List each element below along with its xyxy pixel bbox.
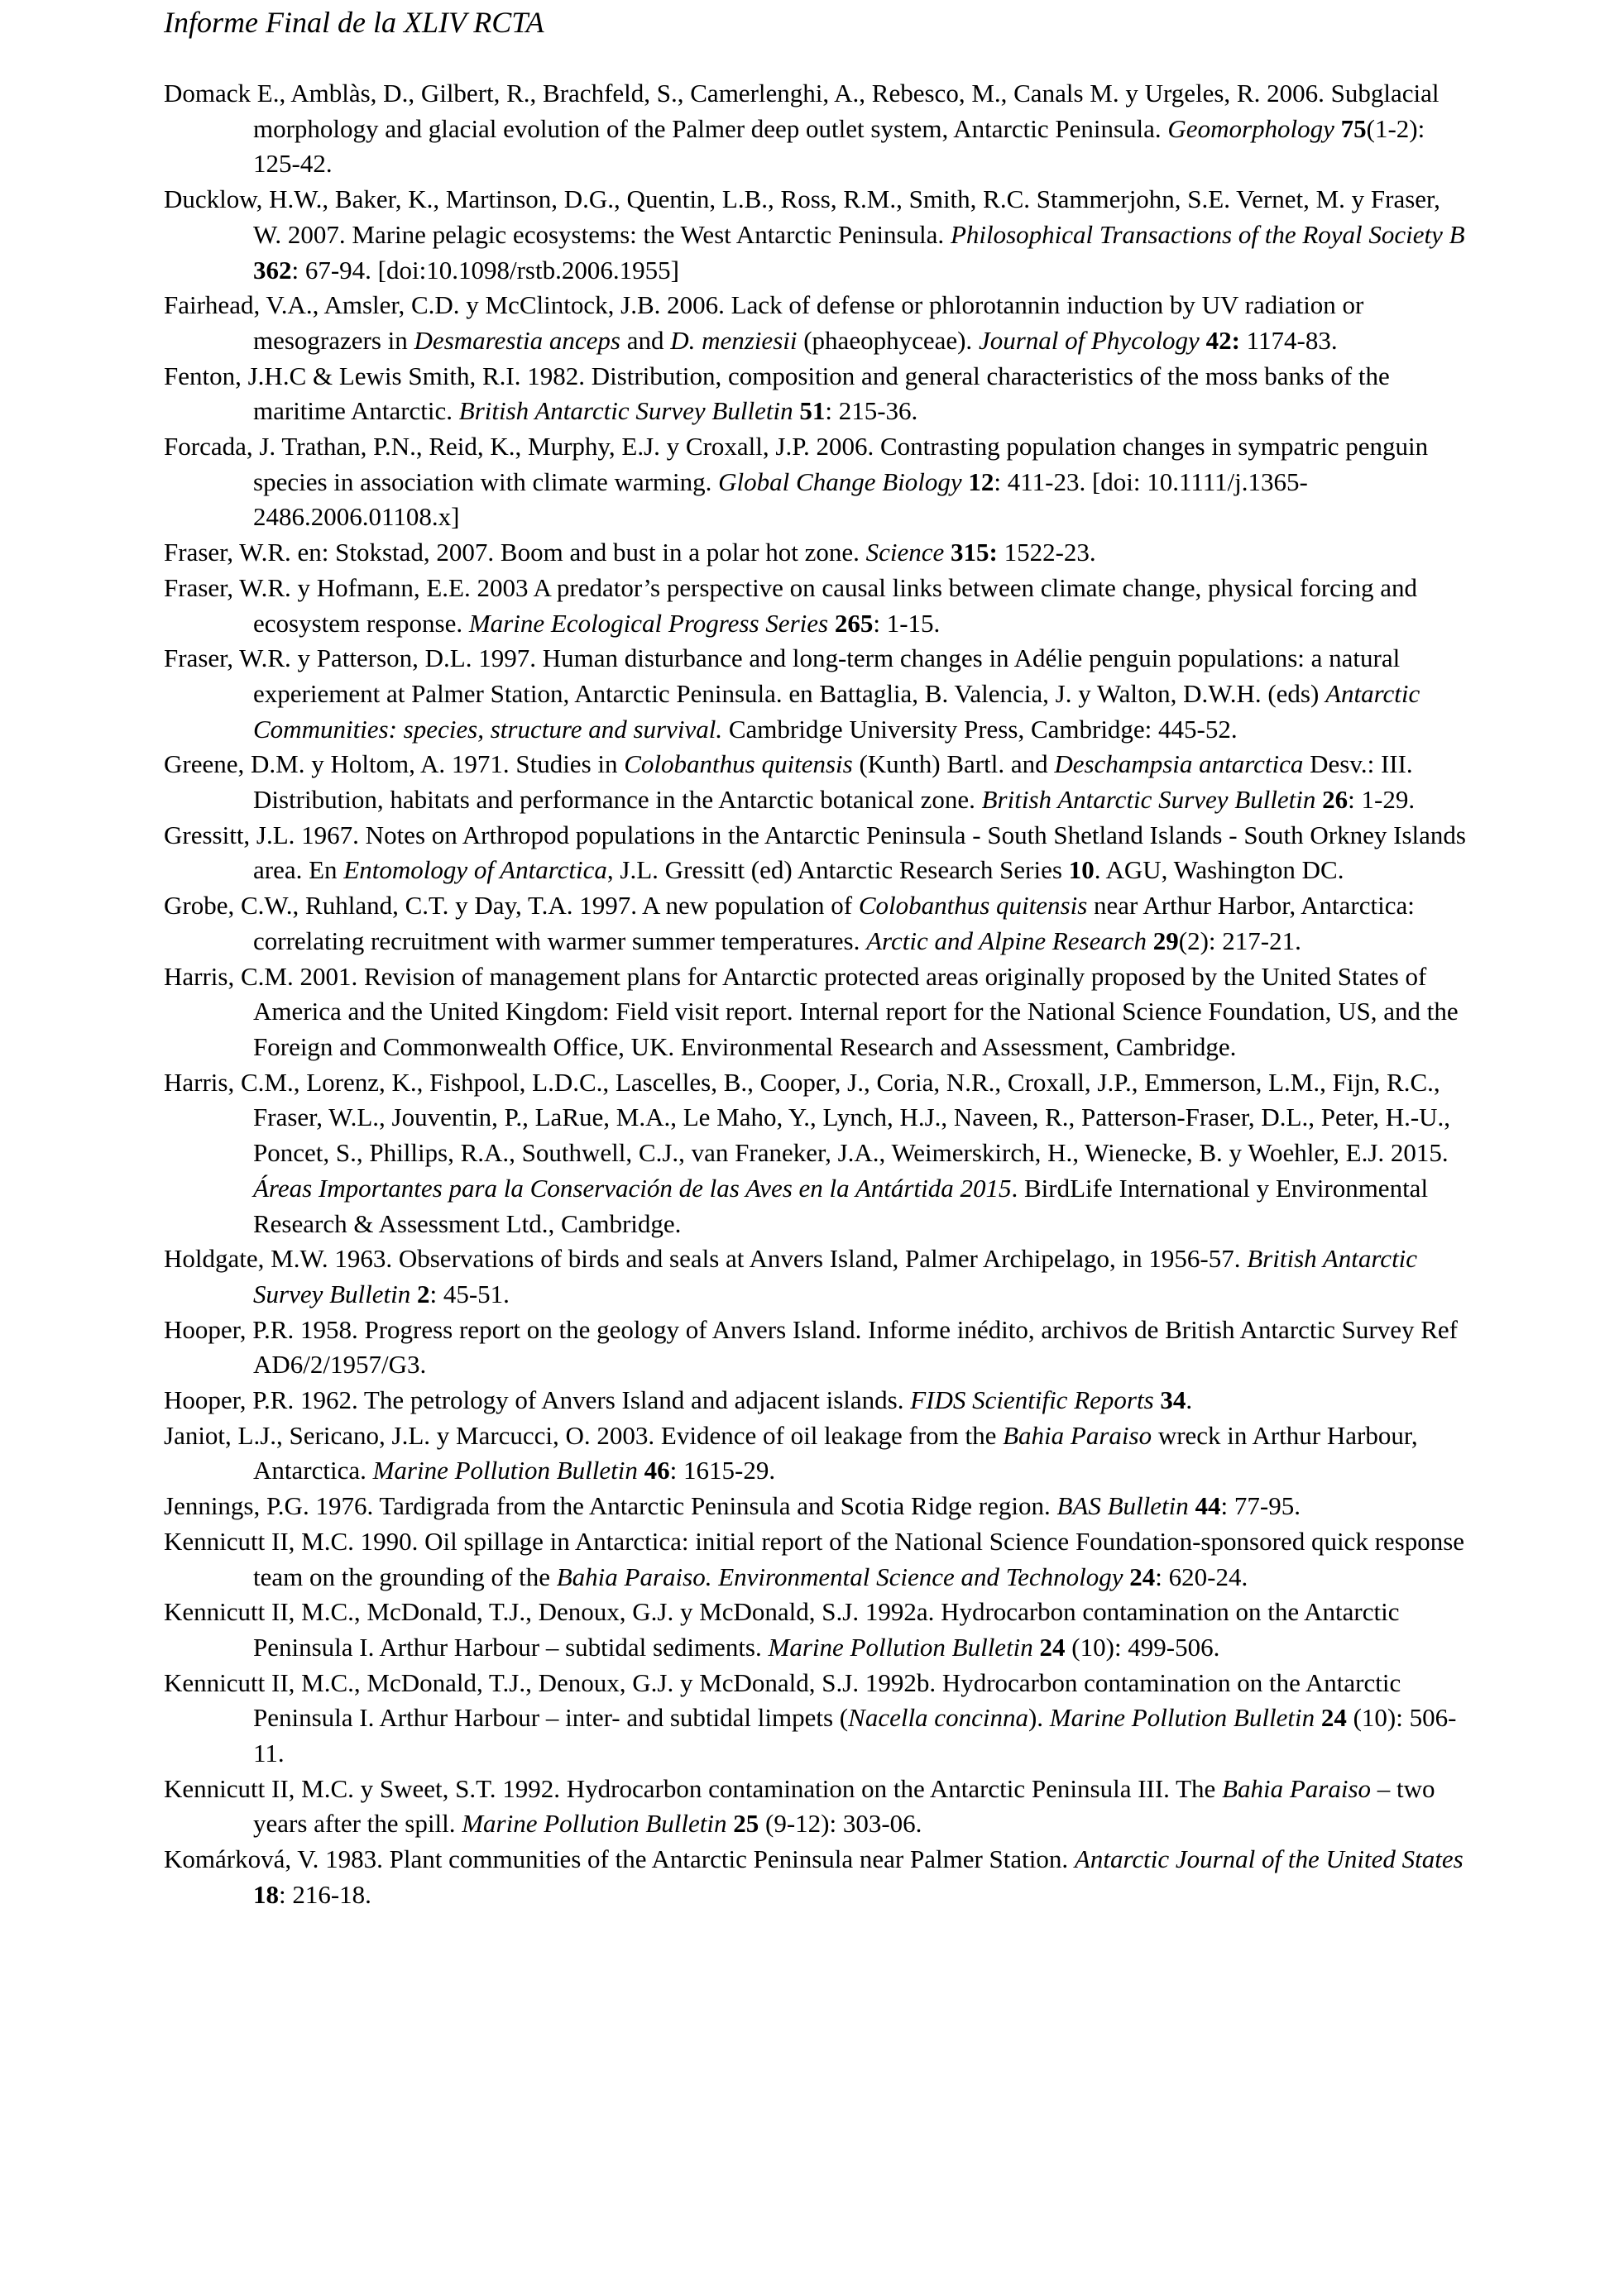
reference-text: : 215-36.: [825, 396, 918, 426]
reference-italic-text: Marine Pollution Bulletin: [768, 1632, 1033, 1662]
reference-text: . AGU, Washington DC.: [1094, 855, 1344, 885]
reference-text: (10): 506-11.: [253, 1703, 1457, 1768]
reference-list: [164, 76, 1467, 1913]
reference-text: Forcada, J. Trathan, P.N., Reid, K., Murphy, E.J. y Croxall, J.P. 2006. Contrasting population changes in sympatric penguin species in association with climate warming.: [164, 432, 1429, 496]
reference-text: ).: [1028, 1703, 1050, 1733]
reference-text: : 411-23. [doi: 10.1111/j.1365-2486.2006.01108.x]: [253, 466, 1308, 532]
reference-entry: [164, 429, 1467, 535]
reference-entry: [164, 888, 1467, 959]
reference-italic-text: Marine Pollution Bulletin: [462, 1809, 727, 1839]
reference-text: (phaeophyceae).: [797, 325, 979, 355]
reference-text: [1200, 326, 1206, 355]
reference-entry: [164, 1595, 1467, 1665]
reference-bold-text: 29: [1152, 926, 1179, 955]
reference-bold-text: 75: [1340, 113, 1367, 143]
reference-text: Hooper, P.R. 1962. The petrology of Anvers Island and adjacent islands.: [164, 1385, 911, 1415]
reference-bold-text: 42:: [1205, 325, 1240, 355]
reference-bold-text: 10: [1068, 855, 1095, 885]
reference-entry: [164, 1383, 1467, 1418]
reference-bold-text: 265: [834, 608, 874, 638]
reference-text: Harris, C.M. 2001. Revision of management plans for Antarctic protected areas originally proposed by the United States of America and the United Kingdom: Field visit report. Internal report for the National Science Foundation, US, and the Foreign and Commonwealth Office, UK. Environmental Research and Assessment, Cambridge.: [164, 961, 1459, 1061]
reference-italic-text: Áreas Importantes para la Conservación de las Aves en la Antártida 2015: [253, 1173, 1012, 1203]
reference-text: Gressitt, J.L. 1967. Notes on Arthropod populations in the Antarctic Peninsula - South Shetland Islands - South Orkney Islands area. En: [164, 820, 1466, 885]
reference-text: : 67-94. [doi:10.1098/rstb.2006.1955]: [291, 255, 679, 285]
reference-italic-text: Antarctic Communities: species, structure and survival.: [253, 678, 1420, 744]
reference-entry: [164, 747, 1467, 817]
reference-bold-text: 24: [1129, 1562, 1156, 1591]
reference-text: Cambridge University Press, Cambridge: 445-52.: [722, 714, 1238, 744]
reference-entry: [164, 1241, 1467, 1312]
reference-entry: [164, 1065, 1467, 1242]
reference-italic-text: Colobanthus quitensis: [858, 891, 1088, 921]
reference-italic-text: British Antarctic Survey Bulletin: [253, 1244, 1418, 1308]
reference-italic-text: British Antarctic Survey Bulletin: [981, 785, 1316, 815]
reference-italic-text: D. menziesii: [670, 325, 798, 355]
reference-italic-text: Arctic and Alpine Research: [866, 926, 1147, 955]
reference-text: 1522-23.: [997, 538, 1096, 567]
reference-text: (9-12): 303-06.: [759, 1809, 922, 1839]
reference-text: Hooper, P.R. 1958. Progress report on the geology of Anvers Island. Informe inédito, archivos de British Antarctic Survey Ref AD6/2/1957/G3.: [164, 1314, 1458, 1380]
reference-entry: [164, 359, 1467, 429]
reference-italic-text: British Antarctic Survey Bulletin: [458, 396, 793, 426]
reference-entry: [164, 1666, 1467, 1772]
reference-italic-text: Desmarestia anceps: [414, 325, 620, 355]
reference-entry: [164, 818, 1467, 888]
reference-bold-text: 24: [1320, 1703, 1347, 1733]
reference-bold-text: 51: [799, 396, 826, 426]
reference-bold-text: 2: [417, 1279, 430, 1308]
reference-text: . BirdLife International y Environmental Research & Assessment Ltd., Cambridge.: [253, 1173, 1429, 1238]
reference-entry: [164, 182, 1467, 288]
reference-bold-text: 44: [1195, 1491, 1221, 1521]
reference-text: (2): 217-21.: [1178, 926, 1301, 955]
reference-entry: [164, 571, 1467, 641]
reference-entry: [164, 1524, 1467, 1595]
reference-bold-text: 26: [1322, 785, 1349, 815]
reference-entry: [164, 76, 1467, 182]
reference-bold-text: 315:: [951, 538, 998, 567]
reference-bold-text: 25: [733, 1809, 759, 1839]
reference-italic-text: FIDS Scientific Reports: [910, 1385, 1154, 1415]
reference-text: near Arthur Harbor, Antarctica: correlating recruitment with warmer summer temperatures.: [253, 891, 1415, 955]
reference-text: [1189, 1491, 1195, 1520]
reference-entry: [164, 1313, 1467, 1383]
reference-italic-text: Antarctic Journal of the United States: [1074, 1844, 1464, 1874]
reference-text: : 216-18.: [279, 1879, 371, 1909]
reference-text: Grobe, C.W., Ruhland, C.T. y Day, T.A. 1997. A new population of: [164, 891, 859, 921]
reference-italic-text: Entomology of Antarctica: [343, 855, 607, 885]
reference-text: [638, 1456, 644, 1485]
reference-entry: [164, 288, 1467, 358]
reference-entry: [164, 641, 1467, 747]
reference-text: (10): 499-506.: [1065, 1632, 1220, 1662]
reference-text: [1315, 1703, 1321, 1732]
reference-text: : 77-95.: [1220, 1491, 1301, 1521]
reference-text: [1033, 1633, 1040, 1662]
reference-text: .: [1186, 1385, 1193, 1415]
reference-italic-text: Nacella concinna: [848, 1703, 1028, 1733]
reference-italic-text: Science: [865, 538, 945, 567]
reference-text: Fraser, W.R. en: Stokstad, 2007. Boom and bust in a polar hot zone.: [164, 538, 866, 567]
reference-italic-text: Philosophical Transactions of the Royal Society B: [950, 219, 1465, 249]
reference-bold-text: 24: [1039, 1632, 1066, 1662]
reference-text: Domack E., Amblàs, D., Gilbert, R., Brachfeld, S., Camerlenghi, A., Rebesco, M., Canals M. y Urgeles, R. 2006. Subglacial morphology and glacial evolution of the Palmer deep outlet system, Antarctic Peninsula.: [164, 79, 1440, 143]
reference-italic-text: Marine Pollution Bulletin: [1049, 1703, 1315, 1733]
reference-text: Kennicutt II, M.C., McDonald, T.J., Denoux, G.J. y McDonald, S.J. 1992b. Hydrocarbon contamination on the Antarctic Peninsula I. Arthur Harbour – inter- and subtidal limpets (: [164, 1667, 1401, 1733]
reference-text: – two years after the spill.: [253, 1773, 1435, 1839]
reference-italic-text: Marine Ecological Progress Series: [468, 608, 829, 638]
reference-text: Kennicutt II, M.C. y Sweet, S.T. 1992. Hydrocarbon contamination on the Antarctic Peninsula III. The: [164, 1773, 1223, 1803]
reference-text: Komárková, V. 1983. Plant communities of the Antarctic Peninsula near Palmer Station.: [164, 1844, 1075, 1874]
reference-entry: [164, 1842, 1467, 1912]
reference-bold-text: 18: [253, 1879, 279, 1909]
reference-text: Jennings, P.G. 1976. Tardigrada from the Antarctic Peninsula and Scotia Ridge region.: [164, 1491, 1057, 1521]
reference-text: Desv.: III. Distribution, habitats and performance in the Antarctic botanical zone.: [253, 749, 1413, 815]
reference-text: 1174-83.: [1239, 325, 1338, 355]
reference-bold-text: 34: [1160, 1385, 1186, 1415]
reference-italic-text: Marine Pollution Bulletin: [372, 1456, 638, 1485]
reference-entry: [164, 1489, 1467, 1524]
reference-entry: [164, 535, 1467, 571]
reference-text: : 1-15.: [873, 608, 941, 638]
reference-text: Ducklow, H.W., Baker, K., Martinson, D.G., Quentin, L.B., Ross, R.M., Smith, R.C. Stammerjohn, S.E. Vernet, M. y Fraser, W. 2007. Marine pelagic ecosystems: the West Antarctic Peninsula.: [164, 184, 1440, 249]
reference-text: Janiot, L.J., Sericano, J.L. y Marcucci, O. 2003. Evidence of oil leakage from the: [164, 1420, 1004, 1450]
reference-text: : 1-29.: [1348, 785, 1416, 815]
reference-text: [1315, 785, 1322, 814]
reference-text: Greene, D.M. y Holtom, A. 1971. Studies in: [164, 749, 625, 779]
reference-text: Kennicutt II, M.C., McDonald, T.J., Denoux, G.J. y McDonald, S.J. 1992a. Hydrocarbon contamination on the Antarctic Peninsula I. Arthur Harbour – subtidal sediments.: [164, 1597, 1400, 1662]
reference-text: Fraser, W.R. y Patterson, D.L. 1997. Human disturbance and long-term changes in Adélie penguin populations: a natural experiement at Palmer Station, Antarctic Peninsula. en Battaglia, B. Valencia, J. y Walton, D.W.H. (eds): [164, 643, 1401, 708]
reference-italic-text: Bahia Paraiso: [1003, 1420, 1152, 1450]
reference-text: Harris, C.M., Lorenz, K., Fishpool, L.D.C., Lascelles, B., Cooper, J., Coria, N.R., Croxall, J.P., Emmerson, L.M., Fijn, R.C., Fraser, W.L., Jouventin, P., LaRue, M.A., Le Maho, Y., Lynch, H.J., Naveen, R., Patterson-Fraser, D.L., Peter, H.-U., Poncet, S., Phillips, R.A., Southwell, C.J., van Franeker, J.A., Weimerskirch, H., Wienecke, B. y Woehler, E.J. 2015.: [164, 1067, 1451, 1168]
reference-text: (Kunth) Bartl. and: [852, 749, 1055, 779]
reference-text: and: [620, 325, 671, 355]
reference-entry: [164, 1772, 1467, 1842]
reference-italic-text: Global Change Biology: [718, 466, 962, 496]
reference-text: [828, 609, 835, 638]
reference-text: (1-2): 125-42.: [253, 113, 1425, 179]
running-header: Informe Final de la XLIV RCTA: [164, 6, 544, 39]
reference-text: : 45-51.: [429, 1279, 510, 1308]
reference-entry: [164, 959, 1467, 1065]
reference-italic-text: BAS Bulletin: [1056, 1491, 1189, 1521]
reference-bold-text: 362: [253, 255, 292, 285]
reference-text: Fairhead, V.A., Amsler, C.D. y McClintock, J.B. 2006. Lack of defense or phlorotannin induction by UV radiation or mesograzers in: [164, 290, 1364, 355]
reference-bold-text: 46: [644, 1456, 670, 1485]
reference-italic-text: Bahia Paraiso. Environmental Science and Technology: [556, 1562, 1123, 1591]
reference-text: [1147, 926, 1153, 955]
reference-text: Kennicutt II, M.C. 1990. Oil spillage in Antarctica: initial report of the National Science Foundation-sponsored quick response team on the grounding of the: [164, 1526, 1465, 1591]
reference-bold-text: 12: [968, 466, 994, 496]
reference-text: Fenton, J.H.C & Lewis Smith, R.I. 1982. Distribution, composition and general characteristics of the moss banks of the maritime Antarctic.: [164, 361, 1390, 426]
reference-text: wreck in Arthur Harbour, Antarctica.: [253, 1420, 1418, 1485]
reference-italic-text: Bahia Paraiso: [1222, 1773, 1372, 1803]
reference-italic-text: Deschampsia antarctica: [1054, 749, 1304, 779]
reference-text: : 1615-29.: [669, 1456, 776, 1485]
reference-text: Holdgate, M.W. 1963. Observations of birds and seals at Anvers Island, Palmer Archipelago, in 1956-57.: [164, 1244, 1248, 1274]
reference-text: Fraser, W.R. y Hofmann, E.E. 2003 A predator’s perspective on causal links between climate change, physical forcing and ecosystem response.: [164, 572, 1418, 638]
reference-italic-text: Journal of Phycology: [978, 325, 1200, 355]
reference-text: [944, 538, 951, 567]
reference-italic-text: Colobanthus quitensis: [624, 749, 853, 779]
reference-text: [410, 1280, 417, 1308]
reference-italic-text: Geomorphology: [1167, 113, 1334, 143]
reference-entry: [164, 1418, 1467, 1489]
reference-text: [1334, 114, 1341, 143]
reference-text: , J.L. Gressitt (ed) Antarctic Research Series: [606, 855, 1069, 885]
reference-text: : 620-24.: [1155, 1562, 1248, 1591]
